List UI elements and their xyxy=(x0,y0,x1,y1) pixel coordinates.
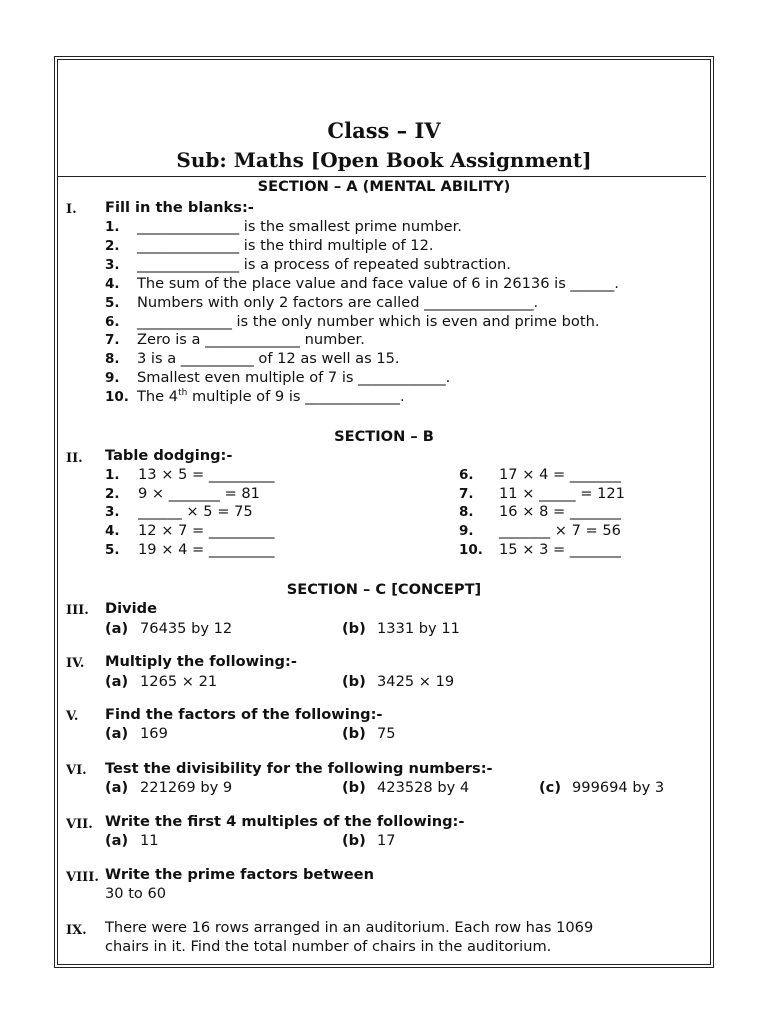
q7-title: Write the first 4 multiples of the following:- xyxy=(105,813,465,830)
section-a-heading: SECTION – A (MENTAL ABILITY) xyxy=(257,178,511,195)
list-item-number: 6. xyxy=(105,314,120,330)
list-item-number: 1. xyxy=(105,219,120,235)
list-item-number: 10. xyxy=(105,389,129,405)
list-item: ______ × 5 = 75 xyxy=(138,503,253,520)
list-item-number: 9. xyxy=(459,523,474,539)
q1-number: I. xyxy=(66,202,77,217)
q6-title: Test the divisibility for the following numbers:- xyxy=(105,760,493,777)
option-value: 423528 by 4 xyxy=(377,779,470,796)
list-item: 11 × _____ = 121 xyxy=(499,485,625,502)
list-item: Numbers with only 2 factors are called _______________. xyxy=(137,294,539,311)
list-item-number: 2. xyxy=(105,486,120,502)
list-item-text: multiple of 9 is _____________. xyxy=(187,388,405,405)
list-item: ______________ is the smallest prime number. xyxy=(137,218,462,235)
list-item: Zero is a _____________ number. xyxy=(137,331,365,348)
list-item xyxy=(137,388,405,406)
subject-title: Sub: Maths [Open Book Assignment] xyxy=(176,148,592,172)
q8-title: Write the prime factors between xyxy=(105,866,374,883)
superscript-ordinal: th xyxy=(178,388,188,399)
option-label: (a) xyxy=(105,725,129,742)
class-title: Class – IV xyxy=(327,118,441,143)
list-item: 3 is a __________ of 12 as well as 15. xyxy=(137,350,400,367)
q6-number: VI. xyxy=(66,763,87,778)
q9-number: IX. xyxy=(66,923,87,938)
list-item: 13 × 5 = _________ xyxy=(138,466,275,483)
list-item-number: 4. xyxy=(105,523,120,539)
option-value: 11 xyxy=(140,832,159,849)
header-divider xyxy=(58,176,706,177)
list-item: ______________ is a process of repeated subtraction. xyxy=(137,256,511,273)
list-item: 16 × 8 = _______ xyxy=(499,503,621,520)
q3-title: Divide xyxy=(105,600,157,617)
option-value: 169 xyxy=(140,725,168,742)
q9-text-line2: chairs in it. Find the total number of chairs in the auditorium. xyxy=(105,938,552,955)
q4-number: IV. xyxy=(66,656,85,671)
option-value: 999694 by 3 xyxy=(572,779,665,796)
section-c-heading: SECTION – C [CONCEPT] xyxy=(286,581,482,598)
option-label: (a) xyxy=(105,832,129,849)
list-item-number: 6. xyxy=(459,467,474,483)
q2-title: Table dodging:- xyxy=(105,447,233,464)
list-item: ______________ is the third multiple of 12. xyxy=(137,237,434,254)
list-item-number: 7. xyxy=(459,486,474,502)
list-item-text: The 4 xyxy=(137,388,179,405)
list-item-number: 7. xyxy=(105,332,120,348)
list-item-number: 3. xyxy=(105,257,120,273)
list-item-number: 3. xyxy=(105,504,120,520)
option-label: (a) xyxy=(105,673,129,690)
q8-number: VIII. xyxy=(66,870,99,885)
option-value: 1265 × 21 xyxy=(140,673,218,690)
list-item: _____________ is the only number which is even and prime both. xyxy=(137,313,600,330)
q8-range: 30 to 60 xyxy=(105,885,167,902)
list-item-number: 4. xyxy=(105,276,120,292)
list-item: The sum of the place value and face value of 6 in 26136 is ______. xyxy=(137,275,619,292)
option-value: 221269 by 9 xyxy=(140,779,233,796)
option-value: 1331 by 11 xyxy=(377,620,460,637)
option-value: 17 xyxy=(377,832,396,849)
list-item: 19 × 4 = _________ xyxy=(138,541,275,558)
q3-number: III. xyxy=(66,603,89,618)
list-item-number: 1. xyxy=(105,467,120,483)
q2-number: II. xyxy=(66,451,83,466)
option-value: 3425 × 19 xyxy=(377,673,455,690)
list-item: 15 × 3 = _______ xyxy=(499,541,621,558)
list-item: 9 × _______ = 81 xyxy=(138,485,260,502)
q5-title: Find the factors of the following:- xyxy=(105,706,383,723)
q7-number: VII. xyxy=(66,817,93,832)
option-label: (a) xyxy=(105,779,129,796)
list-item: Smallest even multiple of 7 is ____________. xyxy=(137,369,451,386)
option-label: (b) xyxy=(342,673,366,690)
option-label: (c) xyxy=(539,779,561,796)
option-label: (a) xyxy=(105,620,129,637)
list-item: 12 × 7 = _________ xyxy=(138,522,275,539)
list-item-number: 10. xyxy=(459,542,483,558)
option-label: (b) xyxy=(342,779,366,796)
list-item-number: 9. xyxy=(105,370,120,386)
q9-text-line1: There were 16 rows arranged in an auditorium. Each row has 1069 xyxy=(105,919,594,936)
list-item-number: 5. xyxy=(105,542,120,558)
option-value: 75 xyxy=(377,725,396,742)
option-value: 76435 by 12 xyxy=(140,620,233,637)
list-item-number: 2. xyxy=(105,238,120,254)
list-item: 17 × 4 = _______ xyxy=(499,466,621,483)
q4-title: Multiply the following:- xyxy=(105,653,297,670)
q5-number: V. xyxy=(66,709,79,724)
list-item-number: 8. xyxy=(105,351,120,367)
list-item-number: 5. xyxy=(105,295,120,311)
section-b-heading: SECTION – B xyxy=(334,428,434,445)
q1-title: Fill in the blanks:- xyxy=(105,199,254,216)
option-label: (b) xyxy=(342,620,366,637)
option-label: (b) xyxy=(342,725,366,742)
list-item-number: 8. xyxy=(459,504,474,520)
list-item: _______ × 7 = 56 xyxy=(499,522,621,539)
option-label: (b) xyxy=(342,832,366,849)
